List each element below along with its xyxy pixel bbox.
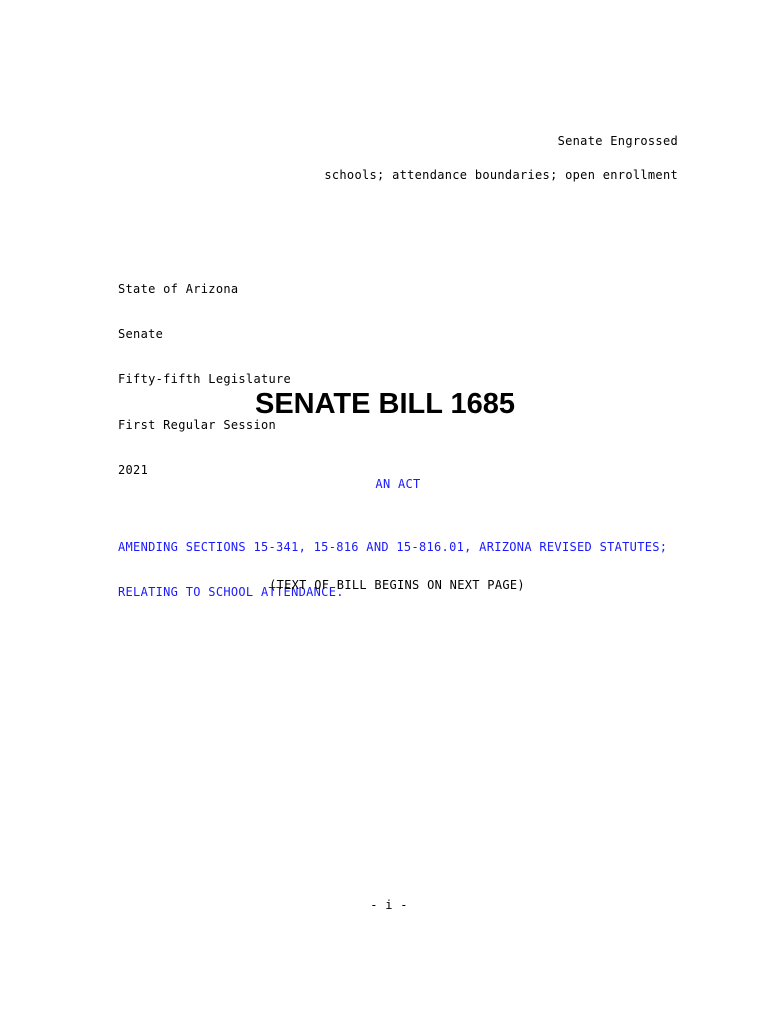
relating-line: RELATING TO SCHOOL ATTENDANCE. [118,585,344,599]
bill-subject: schools; attendance boundaries; open enrollment [324,168,678,182]
an-act-heading: AN ACT [375,477,421,491]
engrossed-status: Senate Engrossed [557,134,678,148]
year-line: 2021 [118,462,149,477]
text-begins-notice: (TEXT OF BILL BEGINS ON NEXT PAGE) [269,578,525,592]
amending-line: AMENDING SECTIONS 15-341, 15-816 AND 15-816.01, ARIZONA REVISED STATUTES; [118,540,668,554]
legislature-line: Fifty-fifth Legislature [118,372,292,387]
page-number: - i - [370,898,408,912]
amending-clause [118,511,667,629]
bill-title: SENATE BILL 1685 [254,388,515,420]
session-line: First Regular Session [118,417,277,432]
state-block [118,253,291,507]
chamber-line: Senate [118,327,164,342]
state-line: State of Arizona [118,282,239,296]
